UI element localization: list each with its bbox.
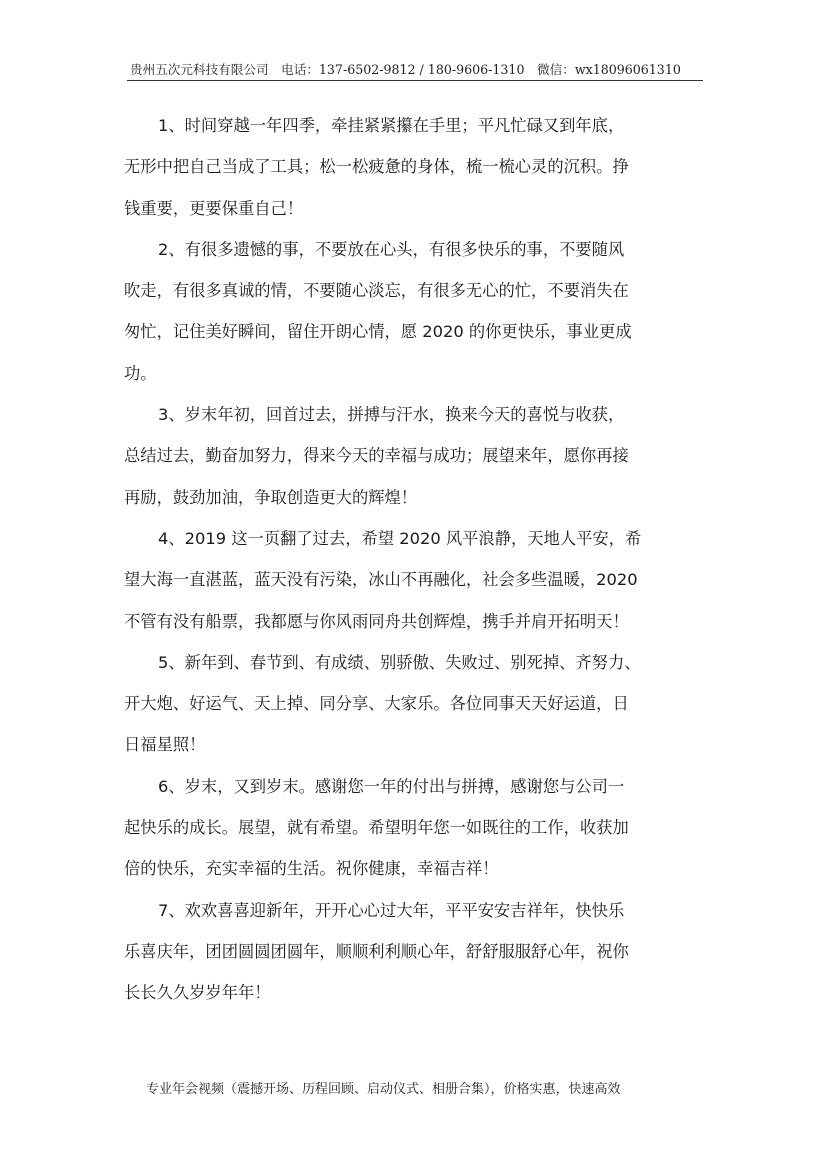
paragraph-line: 总结过去，勤奋加努力，得来今天的幸福与成功；展望来年，愿你再接 <box>124 446 629 466</box>
paragraph-line: 长长久久岁岁年年！ <box>124 983 271 1003</box>
paragraph-line: 倍的快乐，充实幸福的生活。祝你健康，幸福吉祥！ <box>124 859 499 879</box>
paragraph-line: 钱重要，更要保重自己！ <box>124 198 304 218</box>
document-body <box>124 105 704 1014</box>
paragraph-line: 不管有没有船票，我都愿与你风雨同舟共创辉煌，携手并肩开拓明天！ <box>124 611 629 631</box>
paragraph-line: 2、有很多遗憾的事，不要放在心头，有很多快乐的事，不要随风 <box>158 239 625 259</box>
paragraph-1 <box>124 105 704 229</box>
paragraph-line: 乐喜庆年，团团圆圆团圆年，顺顺利利顺心年，舒舒服服舒心年，祝你 <box>124 941 629 961</box>
paragraph-6 <box>124 766 704 890</box>
header-divider <box>127 80 703 81</box>
paragraph-line: 3、岁末年初，回首过去，拼搏与汗水，换来今天的喜悦与收获， <box>158 405 625 425</box>
paragraph-4 <box>124 518 704 642</box>
paragraph-line: 开大炮、好运气、天上掉、同分享、大家乐。各位同事天天好运道，日 <box>124 694 629 714</box>
paragraph-line: 匆忙，记住美好瞬间，留住开朗心情，愿 2020 的你更快乐，事业更成 <box>124 322 632 342</box>
paragraph-7 <box>124 890 704 1014</box>
paragraph-line: 6、岁末，又到岁末。感谢您一年的付出与拼搏，感谢您与公司一 <box>158 776 625 796</box>
paragraph-line: 日福星照！ <box>124 735 206 755</box>
paragraph-line: 7、欢欢喜喜迎新年，开开心心过大年，平平安安吉祥年，快快乐 <box>158 900 625 920</box>
paragraph-2 <box>124 229 704 394</box>
paragraph-line: 5、新年到、春节到、有成绩、别骄傲、失败过、别死掉、齐努力、 <box>158 652 641 672</box>
paragraph-line: 无形中把自己当成了工具；松一松疲惫的身体，梳一梳心灵的沉积。挣 <box>124 157 629 177</box>
paragraph-5 <box>124 642 704 766</box>
paragraph-line: 再励，鼓劲加油，争取创造更大的辉煌！ <box>124 487 418 507</box>
paragraph-line: 功。 <box>124 363 157 383</box>
paragraph-line: 1、时间穿越一年四季，牵挂紧紧攥在手里；平凡忙碌又到年底， <box>158 116 625 135</box>
paragraph-line: 望大海一直湛蓝，蓝天没有污染，冰山不再融化，社会多些温暖，2020 <box>124 570 638 590</box>
paragraph-3 <box>124 394 704 518</box>
paragraph-line: 4、2019 这一页翻了过去，希望 2020 风平浪静，天地人平安，希 <box>158 528 642 548</box>
paragraph-line: 吹走，有很多真诚的情，不要随心淡忘，有很多无心的忙，不要消失在 <box>124 281 629 301</box>
paragraph-line: 起快乐的成长。展望，就有希望。希望明年您一如既往的工作，收获加 <box>124 818 629 838</box>
page-header: 贵州五次元科技有限公司 电话：137-6502-9812 / 180-9606-1310 微信：wx18096061310 <box>130 62 681 77</box>
page-footer: 专业年会视频（震撼开场、历程回顾、启动仪式、相册合集），价格实惠，快速高效 <box>146 1082 621 1097</box>
